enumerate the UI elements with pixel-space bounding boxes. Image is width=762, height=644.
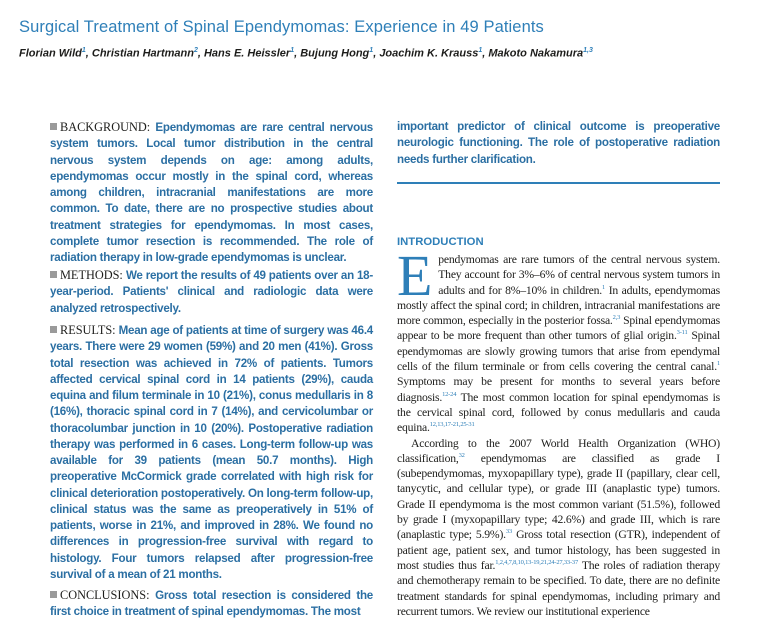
- section-marker-icon: [50, 591, 57, 598]
- affiliation-ref: 2: [193, 47, 198, 54]
- abstract-methods: [50, 267, 373, 317]
- affiliation-ref: 1: [290, 47, 295, 54]
- citation-ref: 12,13,17-21,25-31: [429, 421, 475, 429]
- paragraph: [397, 436, 720, 620]
- citation-ref: 3-11: [676, 329, 688, 337]
- citation-ref: 12-24: [442, 390, 457, 398]
- body-text: ependymomas are classified as grade I (subependymomas, myxopapillary type), grade II (papillary, clear cell, tanycytic, and cellular type), or grade III (anaplastic type) tumors. Grade II ependymoma is the most common variant (51.5%), followed by grade I (myxopapillary type; 42.6%) and grade III, which is rare (anaplastic type; 5.9%).: [397, 451, 720, 542]
- citation-ref: 1: [716, 360, 720, 368]
- section-text: important predictor of clinical outcome is preoperative neurologic functioning. The role of postoperative radiation needs further clarification.: [397, 120, 720, 166]
- author-name: Hans E. Heissler: [203, 47, 291, 60]
- body-text: Spinal ependymomas appear to be more frequent than other tumors of glial origin.: [397, 314, 720, 343]
- section-text: Ependymomas are rare central nervous system tumors. Local tumor distribution in the central nervous system depends on age: among adults, ependymomas occur mostly in the spinal cord, whereas among children, intracranial manifestations are more common. To date, there are no prospective studies about treatment strategies for ependymomas. In most cases, complete tumor resection is recommended. The role of radiation therapy in low-grade ependymomas is unclear.: [50, 121, 373, 264]
- author-name: Bujung Hong: [300, 47, 370, 60]
- section-divider: [397, 182, 720, 184]
- abstract-conclusions: [50, 587, 373, 621]
- body-text: According to the 2007 World Health Organization (WHO) classification,: [397, 436, 720, 465]
- abstract-results: [50, 322, 373, 583]
- section-text: Mean age of patients at time of surgery was 46.4 years. There were 29 women (59%) and 20 men (41%). Gross total resection was achieved in 72% of patients. Tumors affected cervical spinal cord in 14 patients (29%), cauda equina and filum terminale in 10 (21%), conus medullaris in 8 (16%), thoracic spinal cord in 7 (14%), and cervicolumbar or thoracolumbar junction in 10 (20%). Postoperative radiation therapy was performed in 6 cases. Long-term follow-up was available for 39 patients (mean 50.7 months). High preoperative McCormick grade correlated with high risk for clinical deterioration postoperatively. On long-term follow-up, clinical status was the same as preoperatively in 51% of patients, worse in 21%, and improved in 28%. We found no differences in progression-free survival with regard to histology. Four tumors relapsed after progression-free survival of a mean of 21 months.: [50, 324, 373, 581]
- abstract-conclusions-continued: [397, 119, 720, 168]
- author-name: Makoto Nakamura: [488, 47, 584, 60]
- body-text: Gross total resection (GTR), independent of patient age, patient sex, and tumor histology, has been suggested in most studies thus far.: [397, 528, 720, 572]
- section-label: RESULTS:: [60, 323, 116, 337]
- body-text: The most common location for spinal ependymomas is the cervical spinal cord, followed by conus medullaris and cauda equina.: [397, 390, 720, 435]
- section-text: Gross total resection is considered the first choice in treatment of spinal ependymomas. The most: [50, 589, 373, 619]
- citation-ref: 2,3: [612, 314, 621, 322]
- section-text: We report the results of 49 patients over an 18-year-period. Patients' clinical and radiologic data were analyzed retrospectively.: [50, 269, 373, 315]
- body-text: Symptoms may be present for months to several years before diagnosis.: [397, 375, 720, 404]
- section-label: CONCLUSIONS:: [60, 588, 150, 602]
- section-label: METHODS:: [60, 268, 123, 282]
- affiliation-ref: 1,3: [583, 47, 593, 54]
- author-list: Florian Wild$^1$, Christian Hartmann$^2$, Hans E. Heissler$^1$, Bujung Hong$^1$, Joachim K. Krauss$^1$, Makoto Nakamura$^{1,3}$: [19, 47, 593, 60]
- body-text: Spinal ependymomas are slowly growing tumors that arise from ependymal cells of the filum terminale or from cells covering the central canal.: [397, 329, 720, 374]
- body-text: The roles of radiation therapy and chemotherapy remain to be specified. To date, there are no definite treatment standards for spinal ependymomas, including primary and recurrent tumors. We review our institutional experience: [397, 558, 720, 618]
- section-marker-icon: [50, 123, 57, 130]
- author-name: Florian Wild: [19, 47, 82, 60]
- drop-cap: E: [397, 243, 433, 308]
- introduction-heading: INTRODUCTION: [397, 236, 484, 248]
- citation-ref: 1: [602, 283, 606, 291]
- citation-ref: 33: [505, 528, 512, 536]
- affiliation-ref: 1: [369, 47, 374, 54]
- author-name: Joachim K. Krauss: [379, 47, 479, 60]
- section-label: BACKGROUND:: [60, 120, 151, 134]
- affiliation-ref: 1: [478, 47, 483, 54]
- introduction-body: [397, 243, 720, 619]
- body-text: pendymomas are rare tumors of the central nervous system. They account for 3%–6% of central nervous system tumors in adults and for 8%–10% in children.: [438, 253, 720, 297]
- citation-ref: 1,2,4,7,8,10,13-19,21,24-27,33-37: [495, 558, 579, 566]
- abstract-background: [50, 119, 373, 266]
- section-marker-icon: [50, 326, 57, 333]
- section-marker-icon: [50, 271, 57, 278]
- article-title: Surgical Treatment of Spinal Ependymomas: Experience in 49 Patients: [19, 18, 544, 36]
- citation-ref: 32: [458, 451, 465, 459]
- author-name: Christian Hartmann: [91, 47, 194, 60]
- body-text: In adults, ependymomas mostly affect the spinal cord; in children, intracranial manifestations are more common, especially in the posterior fossa.: [397, 283, 720, 328]
- affiliation-ref: 1: [81, 47, 86, 54]
